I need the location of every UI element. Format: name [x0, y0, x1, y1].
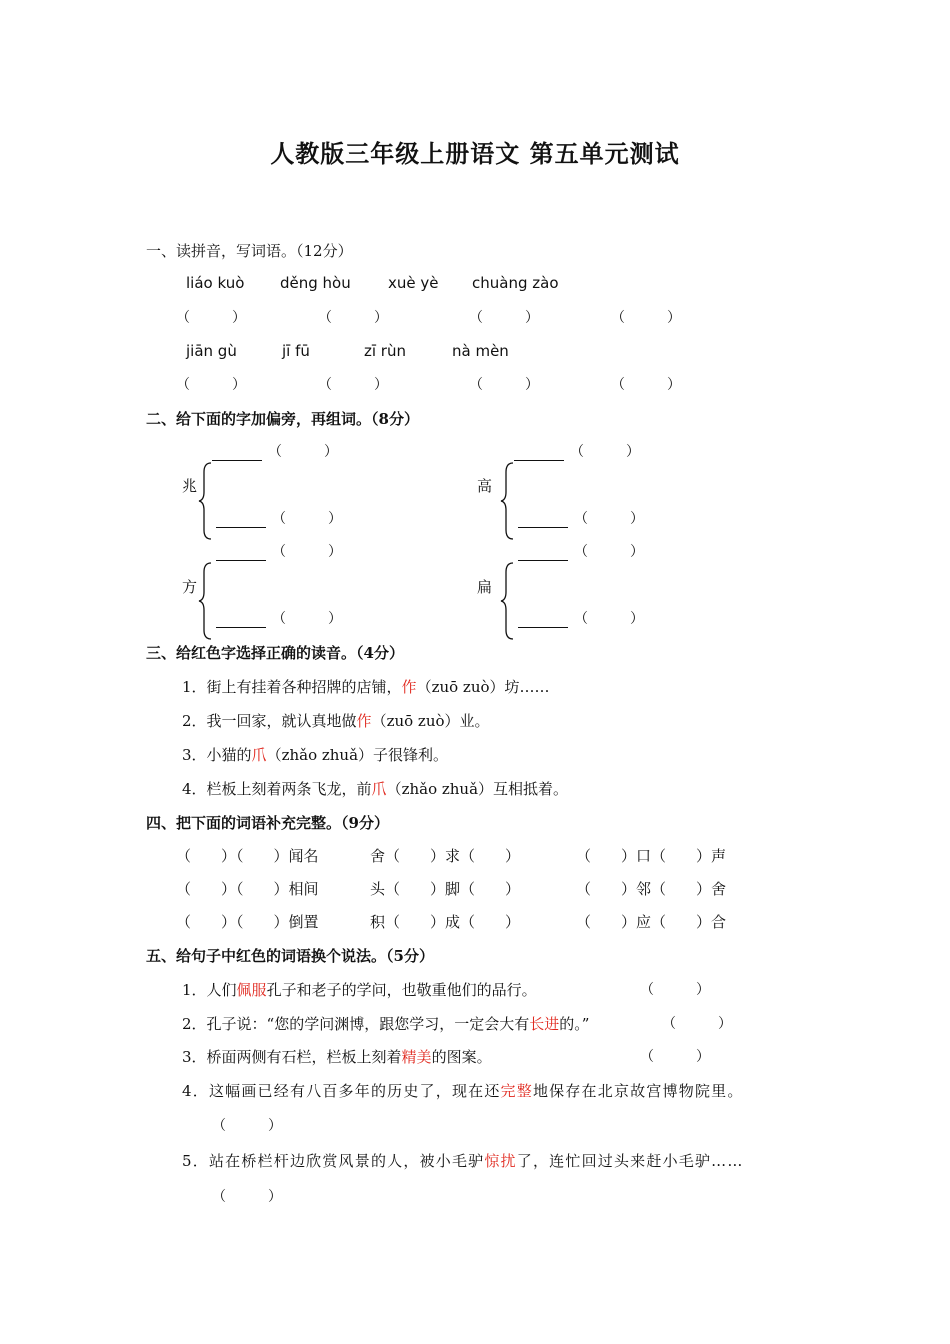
radical-line[interactable]: （ ）	[518, 608, 644, 628]
question-item: 4．栏板上刻着两条飞龙，前爪（zhǎo zhuǎ）互相抵着。	[182, 780, 569, 798]
section-5-heading: 五、给句子中红色的词语换个说法。（5分）	[146, 947, 434, 965]
section-2-heading: 二、给下面的字加偏旁，再组词。（8分）	[146, 410, 419, 428]
question-item: 4．这幅画已经有八百多年的历史了，现在还完整地保存在北京故宫博物院里。	[182, 1082, 744, 1100]
base-char: 方	[182, 578, 198, 596]
section-3-heading: 三、给红色字选择正确的读音。（4分）	[146, 644, 404, 662]
radical-line[interactable]: （ ）	[216, 541, 342, 561]
section-1-heading: 一、读拼音，写词语。（12分）	[146, 242, 353, 260]
idiom-blank[interactable]: 头（ ）脚（ ）	[370, 880, 521, 898]
base-char: 扁	[477, 578, 493, 596]
idiom-blank[interactable]: （ ）应（ ）合	[576, 913, 727, 931]
question-item: 3．桥面两侧有石栏，栏板上刻着精美的图案。	[182, 1048, 492, 1066]
pinyin-6: jī fū	[282, 342, 310, 360]
question-item: 1．街上有挂着各种招牌的店铺，作（zuō zuò）坊……	[182, 678, 550, 696]
question-item: 5．站在桥栏杆边欣赏风景的人，被小毛驴惊扰了，连忙回过头来赶小毛驴……	[182, 1152, 744, 1170]
idiom-blank[interactable]: （ ）（ ）相间	[176, 880, 319, 898]
answer-blank[interactable]: （ ）	[176, 310, 246, 326]
radical-line[interactable]: （ ）	[216, 508, 342, 528]
brace-icon	[198, 562, 212, 640]
pinyin-2: děng hòu	[280, 274, 351, 292]
answer-blank[interactable]: （ ）	[212, 1189, 282, 1205]
idiom-blank[interactable]: （ ）（ ）倒置	[176, 913, 319, 931]
radical-line[interactable]: （ ）	[212, 441, 338, 461]
radical-line[interactable]: （ ）	[518, 541, 644, 561]
brace-icon	[500, 562, 514, 640]
answer-blank[interactable]: （ ）	[176, 377, 246, 393]
brace-icon	[198, 462, 212, 540]
answer-blank[interactable]: （ ）	[611, 377, 681, 393]
pinyin-4: chuàng zào	[472, 274, 559, 292]
idiom-blank[interactable]: （ ）邻（ ）舍	[576, 880, 727, 898]
radical-line[interactable]: （ ）	[216, 608, 342, 628]
answer-blank[interactable]: （ ）	[318, 310, 388, 326]
question-item: 3．小猫的爪（zhǎo zhuǎ）子很锋利。	[182, 746, 449, 764]
base-char: 兆	[182, 477, 198, 495]
section-4-heading: 四、把下面的词语补充完整。（9分）	[146, 814, 389, 832]
pinyin-7: zī rùn	[364, 342, 406, 360]
answer-blank[interactable]: （ ）	[469, 310, 539, 326]
idiom-blank[interactable]: 积（ ）成（ ）	[370, 913, 521, 931]
pinyin-1: liáo kuò	[186, 274, 245, 292]
answer-blank[interactable]: （ ）	[611, 310, 681, 326]
radical-line[interactable]: （ ）	[514, 441, 640, 461]
base-char: 高	[477, 477, 493, 495]
answer-blank[interactable]: （ ）	[640, 982, 710, 998]
brace-icon	[500, 462, 514, 540]
answer-blank[interactable]: （ ）	[640, 1049, 710, 1065]
pinyin-3: xuè yè	[388, 274, 439, 292]
answer-blank[interactable]: （ ）	[318, 377, 388, 393]
question-item: 2．我一回家，就认真地做作（zuō zuò）业。	[182, 712, 490, 730]
answer-blank[interactable]: （ ）	[212, 1118, 282, 1134]
idiom-blank[interactable]: （ ）口（ ）声	[576, 847, 727, 865]
radical-line[interactable]: （ ）	[518, 508, 644, 528]
idiom-blank[interactable]: （ ）（ ）闻名	[176, 847, 319, 865]
page-title: 人教版三年级上册语文 第五单元测试	[270, 139, 680, 168]
answer-blank[interactable]: （ ）	[662, 1016, 732, 1032]
idiom-blank[interactable]: 舍（ ）求（ ）	[370, 847, 521, 865]
pinyin-5: jiān gù	[186, 342, 237, 360]
question-item: 2．孔子说：“您的学问渊博，跟您学习，一定会大有长进的。”	[182, 1015, 590, 1033]
answer-blank[interactable]: （ ）	[469, 377, 539, 393]
question-item: 1．人们佩服孔子和老子的学问，也敬重他们的品行。	[182, 981, 537, 999]
pinyin-8: nà mèn	[452, 342, 509, 360]
